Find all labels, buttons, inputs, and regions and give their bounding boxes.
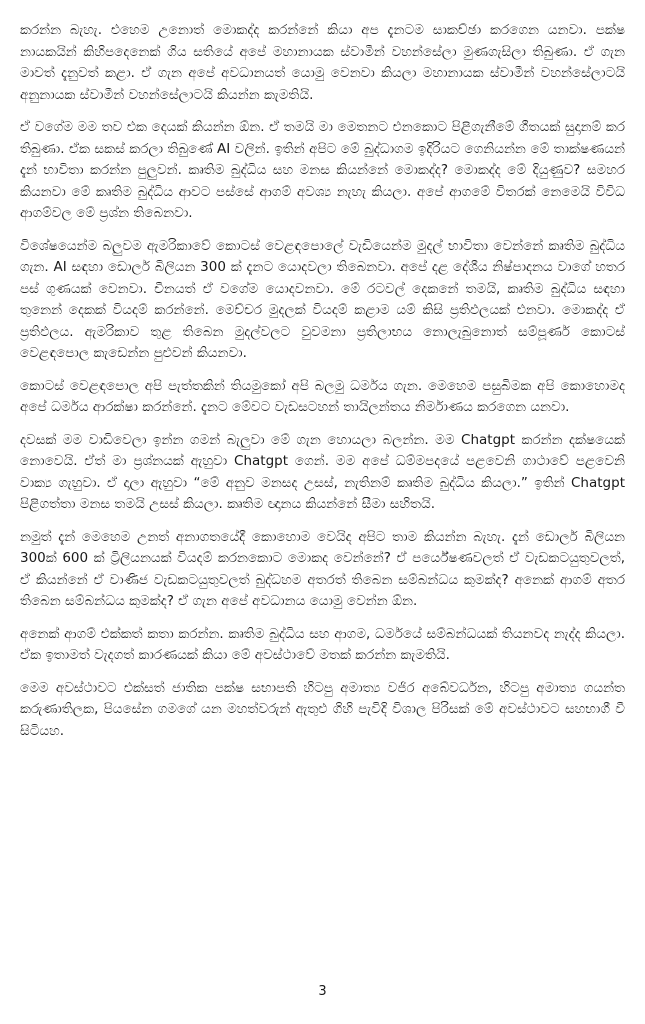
page-number: 3 <box>318 984 327 999</box>
paragraph-3: විශේෂයෙන්ම බලුවම ඇමරිකාවේ කොටස් වෙළඳපොලේ වැඩියෙන්ම මුදල් භාවිතා වෙන්නේ කෘතිම බුද්ධිය ගැන. AI සඳහා ඩොලර් බිලියන 300 ක් දැනට යොදවලා තිබෙනවා. අපේ දළ දේශීය නිෂ්පාදනය වාගේ හතර පස් ගුණයක් වෙනවා. චීනයත් ඒ වගේම යොදවනවා. මේ රටවල් දෙකනේ තමයි, කෘතිම බුද්ධිය සඳහා තුනෙන් දෙකක් වියදම් කරන්නේ. මෙච්චර මුදලක් වියදම් කළාම යම් කිසි ප්‍රතිඵලයක් එනවා. මොකද්ද ඒ ප්‍රතිඵලය. ඇමරිකාව තුළ තිබෙන මුදල්වලට වුවමනා ප්‍රතිලාභය නොලැබුනොත් සම්පූර්ණ කොටස් වෙළඳපොල කැඩෙන්න පුළුවන් කියනවා. <box>20 237 625 361</box>
paragraph-1: කරන්න බැහැ. එහෙම උනොත් මොකද්ද කරන්නේ කියා අප දැනටම සාකච්ඡා කරගෙන යනවා. පක්ෂ නායකයින් කිහිපදෙනෙක් ගිය සතියේ අපේ මහානායක ස්වාමීන් වහන්සේලා මුණගැසිලා තිබුණා. ඒ ගැන මාවත් දැනුවත් කළා. ඒ ගැන අපේ අවධානයත් යොමු වෙනවා කියලා මහානායක ස්වාමීන් වහන්සේලාටයි අනුනායක ස්වාමීන් වහන්සේලාටයි කියන්න කැමතියි. <box>20 22 625 103</box>
paragraph-5: දවසක් මම වාඩිවෙලා ඉන්න ගමන් බැලුවා මේ ගැන හොයලා බලන්න. මම Chatgpt කරන්න දක්ෂයෙක් නොවෙයි. ඒත් මා ප්‍රශ්නයක් ඇහුවා Chatgpt ගෙන්. මම අපේ ධම්මපදයේ පළවෙනි ගාථාවේ පළවෙනි වාක්‍ය ගැහුවා. ඒ දාලා ඇහුවා “මේ අනුව මනසද උසස්, නැතිනම් කෘතිම බුද්ධිය කියලා.” ඉතින් Chatgpt පිළිගත්තා මනස තමයි උසස් කියලා. කෘතිම ඥානය කියන්නේ සීමා සහිතයි. <box>20 431 625 512</box>
paragraph-4: කොටස් වෙළඳපොල අපි පැත්තකින් තියමුකෝ අපි බලමු ධර්මය ගැන. මෙහෙම පසුබිමක අපි කොහොමද අපේ ධර්මය ආරක්ෂා කරන්නේ. දැනට මේවට වැඩසටහන් තායිලන්තය නිර්මාණය කරගෙන යනවා. <box>20 377 625 415</box>
paragraph-7: අනෙක් ආගම් එක්කත් කතා කරන්න. කෘතිම බුද්ධිය සහ ආගම, ධර්මයේ සම්බන්ධයක් තියනවද නැද්ද කියලා. ඒක ඉතාමත් වැදගත් කාරණයක් කියා මේ අවස්ථාවේ මතක් කරන්න කැමතියි. <box>20 625 625 663</box>
paragraph-8: මෙම අවස්ථාවට එක්සත් ජාතික පක්ෂ සභාපති හිටපු අමාත්‍ය වජිර අබේවර්ධන, හිටපු අමාත්‍ය ගයන්ත කරුණාතිලක, පියසේන ගමගේ යන මහත්වරුන් ඇතුළු ගිහි පැවිදි විශාල පිරිසක් මේ අවස්ථාවට සහභාගී වී සිටියහ. <box>20 679 625 739</box>
document-page <box>20 20 625 980</box>
paragraph-6: නමුත් දැන් මෙහෙම උනත් අනාගතයේදී කොහොම වෙයිද අපිට තාම කියන්න බැහැ. දැන් ඩොලර් බිලියන 300ක් 600 ක් ට්‍රිලියනයක් වියදම් කරනකොට මොකද වෙන්නේ? ඒ පර්යේෂණවලත් ඒ වැඩකටයුතුවලත්, ඒ කියන්නේ ඒ වාණිජ වැඩකටයුතුවලත් බුද්ධහම අතරත් තිබෙන සම්බන්ධය කුමක්ද? අනෙක් ආගම් අතර තිබෙන සම්බන්ධය කුමක්ද? ඒ ගැන අපේ අවධානය යොමු වෙන්න ඕන. <box>20 528 625 609</box>
paragraph-2: ඒ වගේම මම තව එක දෙයක් කියන්න ඕන. ඒ තමයි මා මෙතනට එනකොට පිළිගැනීමේ ගීතයක් සුදානම් කර තිබුණා. ඒක සකස් කරලා තිබුණේ AI වලින්. ඉතින් අපිට මේ බුද්ධාගම ඉදිරියට ගෙනියන්න මේ තාක්ෂණයන් දැන් භාවිතා කරන්න පුලුවන්. කෘතිම බුද්ධිය සහ මනස කියන්නේ මොකද්ද? මොකද්ද මේ දියුණුව? සමහර කියනවා මේ කෘතිම බුද්ධිය ආවට පස්සේ ආගම් අවශ්‍ය නැහැ කියලා. අපේ ආගමේ විතරක් නෙමෙයි විවිධ ආගම්වල මේ ප්‍රශ්න තිබෙනවා. <box>20 119 625 221</box>
